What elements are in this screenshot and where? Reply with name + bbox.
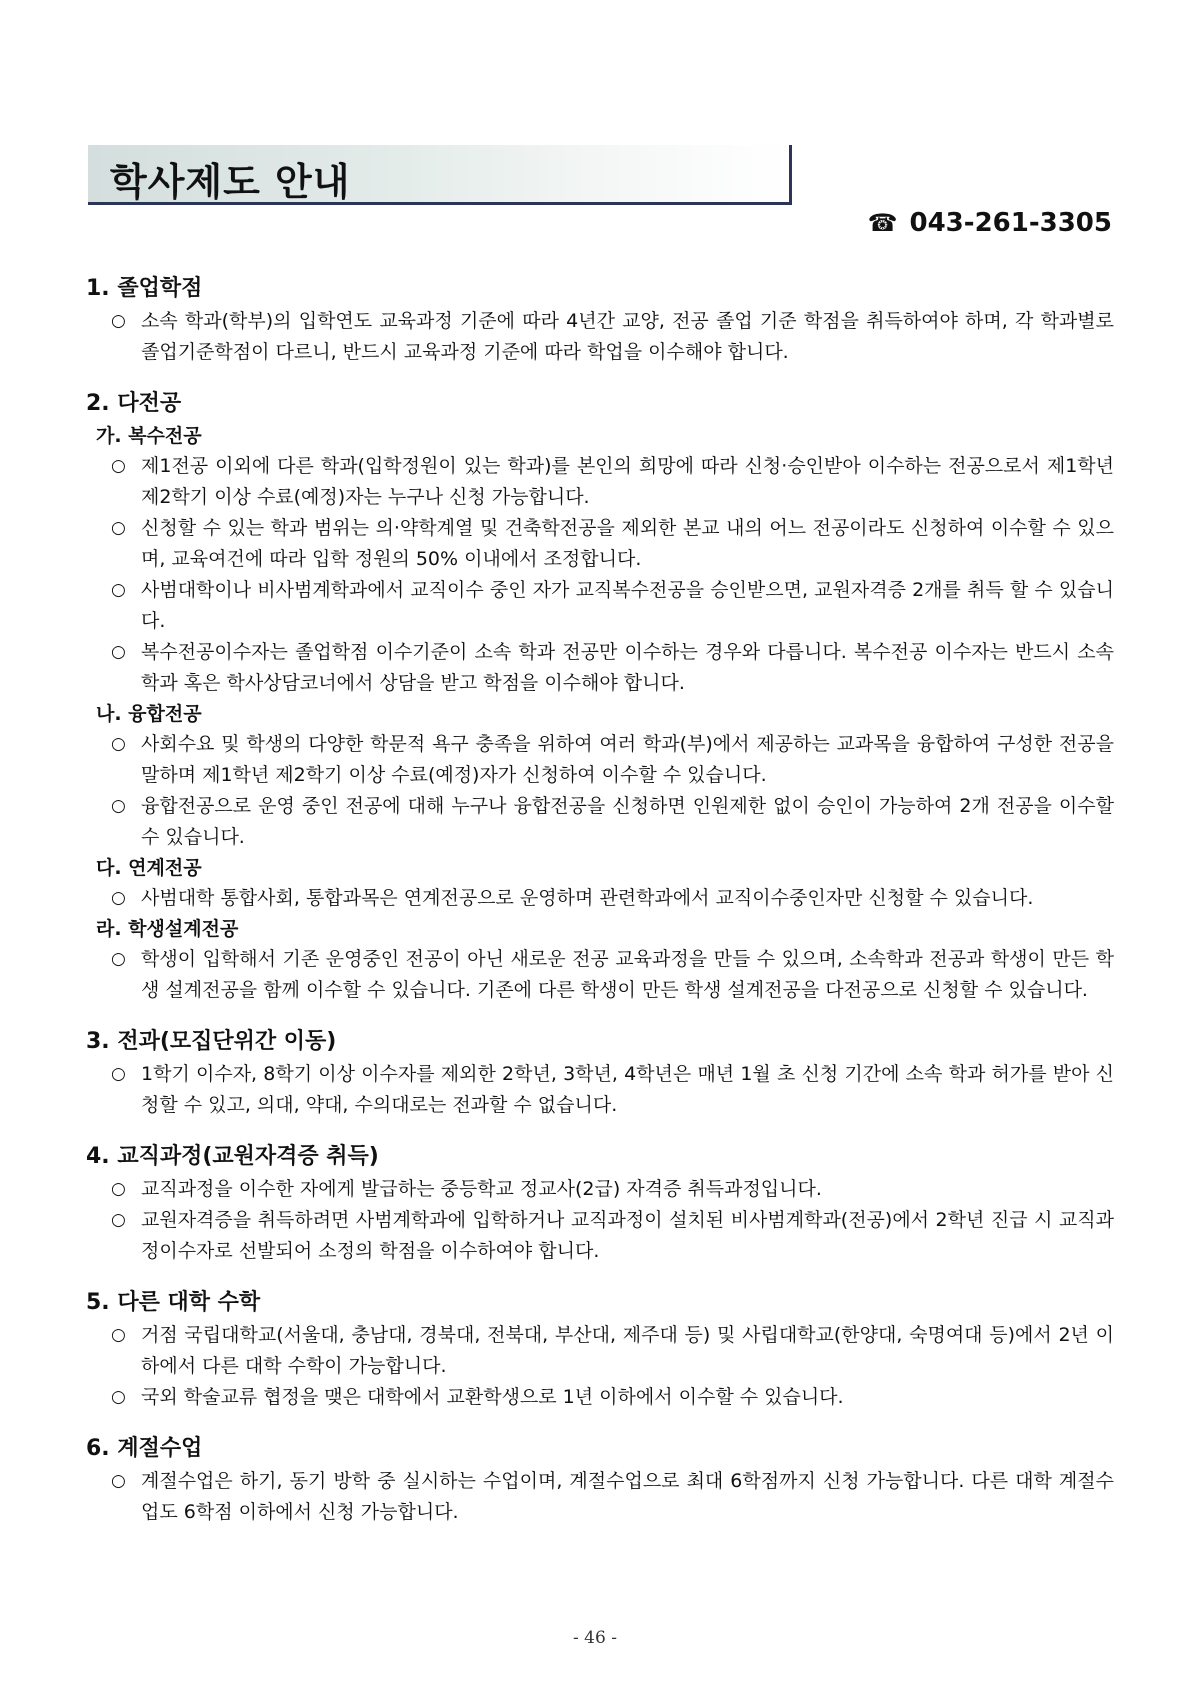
section-multiple-majors [86,387,1114,1006]
list-item: ○ 융합전공으로 운영 중인 전공에 대해 누구나 융합전공을 신청하면 인원제한 없이 승인이 가능하여 2개 전공을 이수할 수 있습니다. [86,791,1114,853]
circle-bullet-icon: ○ [111,734,126,754]
circle-bullet-icon: ○ [111,1179,126,1199]
section-heading: 5. 다른 대학 수학 [86,1290,261,1315]
list-item: ○ 제1전공 이외에 다른 학과(입학정원이 있는 학과)를 본인의 희망에 따라 신청·승인받아 이수하는 전공으로서 제1학년 제2학기 이상 수료(예정)자는 누구나 신청 가능합니다. [86,451,1114,513]
list-item: ○ 거점 국립대학교(서울대, 충남대, 경북대, 전북대, 부산대, 제주대 등) 및 사립대학교(한양대, 숙명여대 등)에서 2년 이하에서 다른 대학 수학이 가능합니다. [86,1320,1114,1382]
circle-bullet-icon: ○ [111,1325,126,1345]
telephone-icon: ☎ [867,209,898,237]
list-item: ○ 학생이 입학해서 기존 운영중인 전공이 아닌 새로운 전공 교육과정을 만들 수 있으며, 소속학과 전공과 학생이 만든 학생 설계전공을 함께 이수할 수 있습니다. 기존에 다른 학생이 만든 학생 설계전공을 다전공으로 신청할 수 있습니다. [86,944,1114,1006]
section-other-university [86,1286,1114,1413]
list-item: ○ 사회수요 및 학생의 다양한 학문적 욕구 충족을 위하여 여러 학과(부)에서 제공하는 교과목을 융합하여 구성한 전공을 말하며 제1학년 제2학기 이상 수료(예정)자가 신청하여 이수할 수 있습니다. [86,729,1114,791]
section-graduation-credits [86,272,1114,368]
section-heading: 4. 교직과정(교원자격증 취득) [86,1144,379,1169]
list-item: ○ 교직과정을 이수한 자에게 발급하는 중등학교 정교사(2급) 자격증 취득과정입니다. [86,1174,1114,1205]
section-heading: 1. 졸업학점 [86,276,203,301]
section-heading: 3. 전과(모집단위간 이동) [86,1029,337,1054]
list-item: ○ 신청할 수 있는 학과 범위는 의·약학계열 및 건축학전공을 제외한 본교 내의 어느 전공이라도 신청하여 이수할 수 있으며, 교육여건에 따라 입학 정원의 50% 이내에서 조정합니다. [86,513,1114,575]
circle-bullet-icon: ○ [111,642,126,662]
list-item: ○ 사범대학 통합사회, 통합과목은 연계전공으로 운영하며 관련학과에서 교직이수중인자만 신청할 수 있습니다. [86,883,1114,914]
section-transfer [86,1025,1114,1121]
circle-bullet-icon: ○ [111,888,126,908]
circle-bullet-icon: ○ [111,949,126,969]
list-item: ○ 1학기 이수자, 8학기 이상 이수자를 제외한 2학년, 3학년, 4학년은 매년 1월 초 신청 기간에 소속 학과 허가를 받아 신청할 수 있고, 의대, 약대, 수의대로는 전과할 수 없습니다. [86,1059,1114,1121]
circle-bullet-icon: ○ [111,1210,126,1230]
circle-bullet-icon: ○ [111,518,126,538]
section-heading: 2. 다전공 [86,391,182,416]
content [86,272,1114,1547]
section-seasonal-classes [86,1432,1114,1528]
circle-bullet-icon: ○ [111,1471,126,1491]
list-item: ○ 소속 학과(학부)의 입학연도 교육과정 기준에 따라 4년간 교양, 전공 졸업 기준 학점을 취득하여야 하며, 각 학과별로 졸업기준학점이 다르니, 반드시 교육과정 기준에 따라 학업을 이수해야 합니다. [86,306,1114,368]
phone-contact [868,208,1112,238]
phone-number: 043-261-3305 [909,208,1112,238]
title-banner [88,145,792,205]
subsection-heading: 나. 융합전공 [96,703,202,725]
page-title: 학사제도 안내 [110,160,351,204]
list-item: ○ 교원자격증을 취득하려면 사범계학과에 입학하거나 교직과정이 설치된 비사범계학과(전공)에서 2학년 진급 시 교직과정이수자로 선발되어 소정의 학점을 이수하여야 합니다. [86,1205,1114,1267]
circle-bullet-icon: ○ [111,456,126,476]
section-heading: 6. 계절수업 [86,1436,203,1461]
list-item: ○ 국외 학술교류 협정을 맺은 대학에서 교환학생으로 1년 이하에서 이수할 수 있습니다. [86,1382,1114,1413]
circle-bullet-icon: ○ [111,1064,126,1084]
circle-bullet-icon: ○ [111,1387,126,1407]
circle-bullet-icon: ○ [111,796,126,816]
subsection-heading: 가. 복수전공 [96,425,202,447]
circle-bullet-icon: ○ [111,580,126,600]
subsection-heading: 다. 연계전공 [96,857,202,879]
page-number: - 46 - [573,1628,617,1648]
circle-bullet-icon: ○ [111,311,126,331]
list-item: ○ 사범대학이나 비사범계학과에서 교직이수 중인 자가 교직복수전공을 승인받으면, 교원자격증 2개를 취득 할 수 있습니다. [86,575,1114,637]
subsection-heading: 라. 학생설계전공 [96,918,239,940]
section-teaching-course [86,1140,1114,1267]
list-item: ○ 복수전공이수자는 졸업학점 이수기준이 소속 학과 전공만 이수하는 경우와 다릅니다. 복수전공 이수자는 반드시 소속 학과 혹은 학사상담코너에서 상담을 받고 학점을 이수해야 합니다. [86,637,1114,699]
list-item: ○ 계절수업은 하기, 동기 방학 중 실시하는 수업이며, 계절수업으로 최대 6학점까지 신청 가능합니다. 다른 대학 계절수업도 6학점 이하에서 신청 가능합니다. [86,1466,1114,1528]
